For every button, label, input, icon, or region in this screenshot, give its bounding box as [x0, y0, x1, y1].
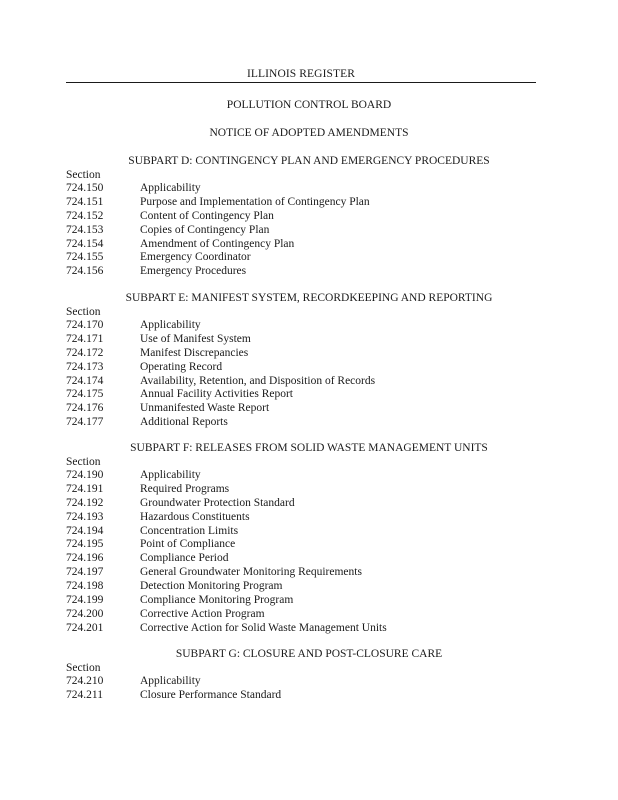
section-entry [66, 689, 546, 703]
section-label: Section [66, 662, 101, 674]
section-entry [66, 497, 546, 511]
section-entry [66, 224, 546, 238]
section-title: Availability, Retention, and Disposition of Records [140, 374, 376, 387]
section-entry [66, 210, 546, 224]
subpart-heading: SUBPART E: MANIFEST SYSTEM, RECORDKEEPING AND REPORTING [125, 292, 493, 304]
section-title: Applicability [140, 675, 201, 687]
section-title: Compliance Monitoring Program [140, 594, 294, 607]
section-title: General Groundwater Monitoring Requirements [140, 566, 362, 579]
section-number: 724.192 [66, 496, 104, 509]
section-number: 724.194 [66, 524, 104, 537]
section-label: Section [66, 169, 101, 181]
section-entry [66, 319, 546, 333]
section-number: 724.154 [66, 237, 104, 250]
section-number: 724.152 [66, 209, 104, 222]
section-number: 724.199 [66, 594, 104, 607]
subpart-heading: SUBPART G: CLOSURE AND POST-CLOSURE CARE [175, 648, 443, 660]
section-number: 724.198 [66, 580, 104, 593]
section-entry [66, 333, 546, 347]
section-entry [66, 608, 546, 622]
section-number: 724.191 [66, 482, 104, 495]
section-list [66, 319, 546, 430]
register-title: ILLINOIS REGISTER [246, 68, 356, 80]
section-title: Emergency Procedures [140, 265, 247, 278]
section-title: Operating Record [140, 360, 223, 373]
board-name: POLLUTION CONTROL BOARD [226, 99, 392, 111]
section-entry [66, 552, 546, 566]
section-entry [66, 469, 546, 483]
section-title: Purpose and Implementation of Contingency Plan [140, 195, 370, 208]
section-title: Point of Compliance [140, 538, 236, 551]
section-entry [66, 402, 546, 416]
header-rule [66, 82, 536, 83]
section-title: Detection Monitoring Program [140, 580, 283, 593]
section-entry [66, 525, 546, 539]
section-list [66, 469, 546, 636]
section-entry [66, 511, 546, 525]
section-number: 724.197 [66, 566, 104, 579]
section-entry [66, 196, 546, 210]
section-number: 724.153 [66, 223, 104, 236]
section-entry [66, 251, 546, 265]
section-title: Content of Contingency Plan [140, 209, 274, 222]
section-title: Manifest Discrepancies [140, 346, 249, 359]
section-number: 724.172 [66, 346, 104, 359]
subpart-heading: SUBPART D: CONTINGENCY PLAN AND EMERGENCY PROCEDURES [128, 155, 490, 167]
section-number: 724.170 [66, 319, 104, 331]
section-entry [66, 416, 546, 430]
section-title: Applicability [140, 182, 201, 194]
section-number: 724.176 [66, 402, 104, 415]
section-title: Copies of Contingency Plan [140, 223, 270, 236]
section-title: Corrective Action Program [140, 607, 265, 620]
section-entry [66, 580, 546, 594]
section-entry [66, 483, 546, 497]
section-number: 724.193 [66, 510, 104, 523]
section-title: Annual Facility Activities Report [140, 388, 293, 401]
section-entry [66, 622, 546, 636]
section-number: 724.175 [66, 388, 104, 401]
section-list [66, 675, 546, 703]
section-title: Groundwater Protection Standard [140, 496, 295, 509]
section-number: 724.210 [66, 675, 104, 687]
section-title: Emergency Coordinator [140, 251, 251, 264]
section-title: Use of Manifest System [140, 332, 251, 345]
section-title: Applicability [140, 319, 201, 331]
subpart-heading: SUBPART F: RELEASES FROM SOLID WASTE MANAGEMENT UNITS [130, 442, 488, 454]
section-entry [66, 182, 546, 196]
section-list [66, 182, 546, 279]
section-number: 724.156 [66, 265, 104, 278]
section-title: Concentration Limits [140, 524, 239, 537]
section-entry [66, 594, 546, 608]
section-number: 724.155 [66, 251, 104, 264]
section-number: 724.190 [66, 469, 104, 481]
section-number: 724.177 [66, 416, 104, 429]
section-label: Section [66, 456, 101, 468]
section-entry [66, 675, 546, 689]
section-number: 724.211 [66, 688, 103, 701]
section-title: Required Programs [140, 482, 230, 495]
section-entry [66, 238, 546, 252]
section-entry [66, 388, 546, 402]
section-title: Unmanifested Waste Report [140, 402, 270, 415]
section-number: 724.171 [66, 332, 104, 345]
notice-title: NOTICE OF ADOPTED AMENDMENTS [209, 127, 409, 139]
section-title: Hazardous Constituents [140, 510, 250, 523]
section-entry [66, 265, 546, 279]
section-number: 724.201 [66, 621, 104, 634]
section-title: Amendment of Contingency Plan [140, 237, 295, 250]
section-entry [66, 538, 546, 552]
section-label: Section [66, 306, 101, 318]
section-entry [66, 566, 546, 580]
page-header [66, 68, 536, 84]
section-number: 724.196 [66, 552, 104, 565]
section-number: 724.151 [66, 195, 104, 208]
section-entry [66, 347, 546, 361]
section-title: Applicability [140, 469, 201, 481]
section-title: Corrective Action for Solid Waste Management Units [140, 621, 387, 634]
section-title: Additional Reports [140, 416, 228, 429]
section-number: 724.150 [66, 182, 104, 194]
section-number: 724.173 [66, 360, 104, 373]
section-number: 724.174 [66, 374, 104, 387]
section-number: 724.200 [66, 607, 104, 620]
section-entry [66, 361, 546, 375]
section-title: Compliance Period [140, 552, 229, 565]
section-title: Closure Performance Standard [140, 688, 282, 701]
section-number: 724.195 [66, 538, 104, 551]
section-entry [66, 375, 546, 389]
